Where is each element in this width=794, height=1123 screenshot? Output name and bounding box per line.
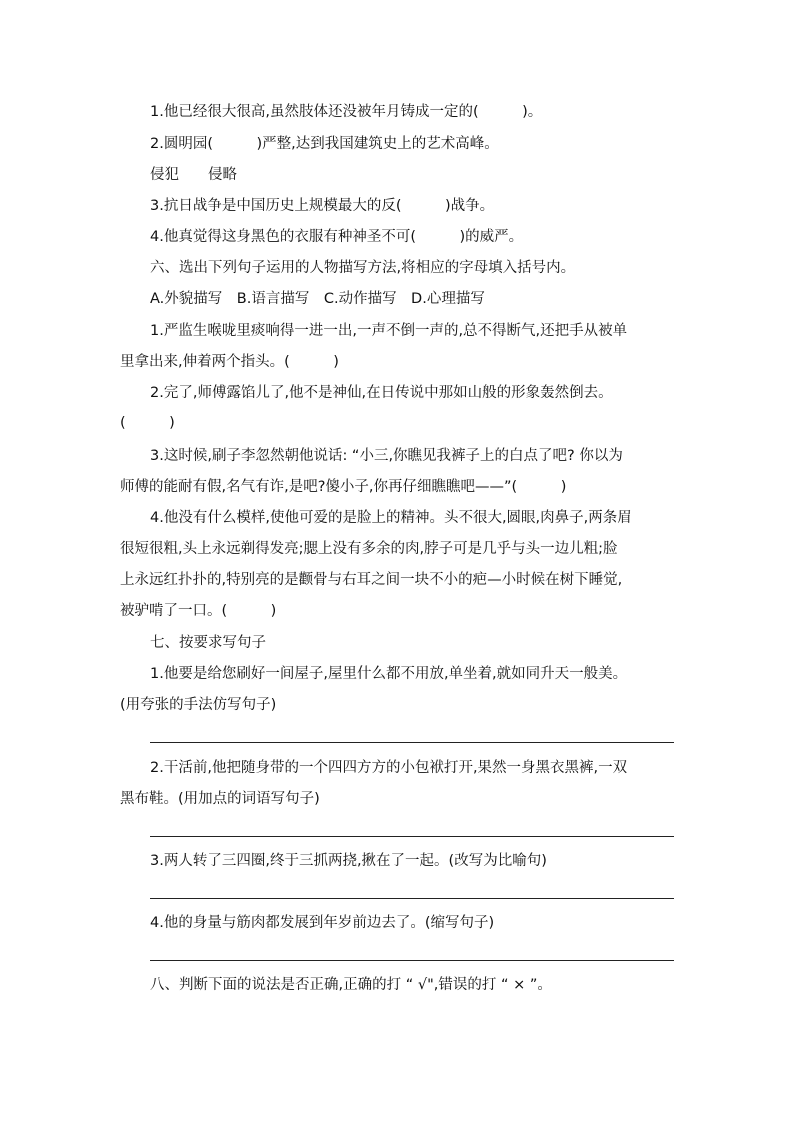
q6-item-1-line-2: 里拿出来,伸着两个指头。( ) [120,354,339,370]
q5-item-3: 3.抗日战争是中国历史上规模最大的反( )战争。 [150,198,495,214]
q6-item-3-line-2: 师傅的能耐有假,名气有诈,是吧?傻小子,你再仔细瞧瞧吧——”( ) [120,479,567,495]
answer-line-3[interactable] [150,898,674,899]
word-choices: 侵犯 侵略 [150,167,237,183]
section-8-heading: 八、判断下面的说法是否正确,正确的打 “ √",错误的打 “ × ”。 [150,977,552,993]
q7-item-4: 4.他的身量与筋肉都发展到年岁前边去了。(缩写句子) [150,915,495,931]
description-options: A.外貌描写 B.语言描写 C.动作描写 D.心理描写 [150,291,485,307]
q6-item-2-line-1: 2.完了,师傅露馅儿了,他不是神仙,在日传说中那如山般的形象轰然倒去。 [150,385,613,401]
q7-item-1-line-1: 1.他要是给您刷好一间屋子,屋里什么都不用放,单坐着,就如同升天一般美。 [150,666,628,682]
q7-item-2-line-1: 2.干活前,他把随身带的一个四四方方的小包袱打开,果然一身黑衣黑裤,一双 [150,760,628,776]
q5-item-2: 2.圆明园( )严整,达到我国建筑史上的艺术高峰。 [150,136,499,152]
q6-item-2-line-2: ( ) [120,415,175,431]
q6-item-4-line-2: 很短很粗,头上永远剃得发亮;腮上没有多余的肉,脖子可是几乎与头一边儿粗;脸 [120,541,618,557]
q7-item-1-line-2: (用夸张的手法仿写句子) [120,697,277,713]
answer-line-4[interactable] [150,960,674,961]
q6-item-3-line-1: 3.这时候,刷子李忽然朝他说话: “小三,你瞧见我裤子上的白点了吧? 你以为 [150,448,623,464]
answer-line-2[interactable] [150,836,674,837]
q6-item-1-line-1: 1.严监生喉咙里痰响得一进一出,一声不倒一声的,总不得断气,还把手从被单 [150,323,628,339]
q6-item-4-line-4: 被驴啃了一口。( ) [120,603,277,619]
q5-item-4: 4.他真觉得这身黑色的衣服有种神圣不可( )的威严。 [150,229,524,245]
section-6-heading: 六、选出下列句子运用的人物描写方法,将相应的字母填入括号内。 [150,260,576,276]
answer-line-1[interactable] [150,742,674,743]
q6-item-4-line-1: 4.他没有什么模样,使他可爱的是脸上的精神。头不很大,圆眼,肉鼻子,两条眉 [150,510,632,526]
section-7-heading: 七、按要求写句子 [150,635,266,651]
q7-item-3: 3.两人转了三四圈,终于三抓两挠,揪在了一起。(改写为比喻句) [150,853,547,869]
q6-item-4-line-3: 上永远红扑扑的,特别亮的是颧骨与右耳之间一块不小的疤—小时候在树下睡觉, [120,572,623,588]
q5-item-1: 1.他已经很大很高,虽然肢体还没被年月铸成一定的( )。 [150,104,543,120]
q7-item-2-line-2: 黑布鞋。(用加点的词语写句子) [120,791,320,807]
